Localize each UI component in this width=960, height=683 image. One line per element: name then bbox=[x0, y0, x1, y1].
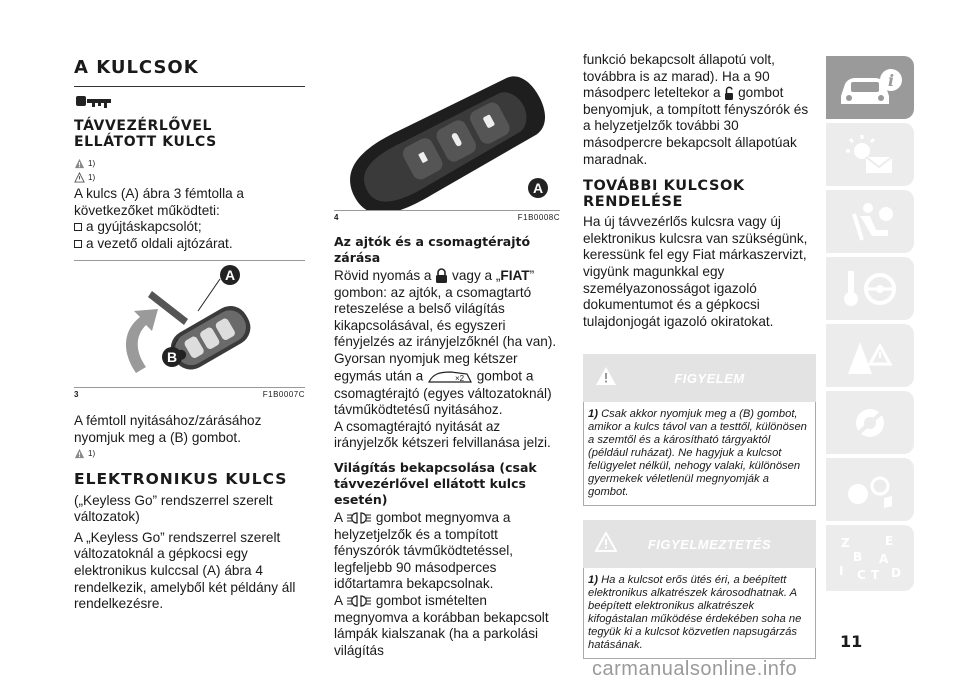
svg-text:T: T bbox=[871, 568, 880, 582]
trunk-double-press-icon bbox=[427, 368, 473, 386]
trunk-text: Gyorsan nyomjuk meg kétszer egymás után a ×2 gombot a csomagtérajtó (egyes változatoknál) távműködtetésű nyitásához. bbox=[334, 350, 552, 418]
note-ref-row-2 bbox=[74, 170, 305, 184]
figure-code: F1B0007C bbox=[262, 390, 305, 400]
caution-header bbox=[583, 520, 816, 568]
warning-triangle-icon bbox=[74, 158, 85, 169]
headlight-icon bbox=[346, 511, 372, 525]
tab-warning-lights[interactable] bbox=[826, 123, 914, 186]
car-info-icon bbox=[835, 66, 905, 110]
keyless-text: A „Keyless Go” rendszerrel szerelt változatoknál a gépkocsi egy elektronikus kulccsal (A) ábra 4 rendelkezik, amelyből két példány áll rendelkezésre. bbox=[74, 529, 296, 612]
figure-bottom-rule bbox=[334, 210, 560, 211]
figure-number: 3 bbox=[74, 390, 79, 400]
keyless-subtitle: („Keyless Go” rendszerrel szerelt változatok) bbox=[74, 492, 273, 525]
caution-body bbox=[583, 568, 816, 659]
svg-text:A: A bbox=[879, 552, 889, 566]
tab-starting-driving[interactable] bbox=[826, 257, 914, 320]
caution-triangle-icon bbox=[595, 532, 617, 552]
flip-key-illustration bbox=[74, 261, 305, 387]
intro-text: A kulcs (A) ábra 3 fémtolla a következőket működteti: bbox=[74, 186, 244, 218]
electronic-key-illustration bbox=[334, 52, 560, 210]
bullet-item: a gyújtáskapcsolót; bbox=[74, 219, 305, 236]
headlight-icon bbox=[346, 594, 372, 608]
svg-text:A: A bbox=[532, 180, 544, 196]
figure-number: 4 bbox=[334, 213, 339, 222]
tab-safety[interactable] bbox=[826, 190, 914, 253]
section-title-order-keys: TOVÁBBI KULCSOK RENDELÉSE bbox=[583, 178, 745, 211]
caution-text: Ha a kulcsot erős ütés éri, a beépített elektronikus alkatrészek károsodhatnak. A beépített elektronikus alkatrészek kifogástalan működése érdekében soha ne tegyük ki a kulcsot közvetlen napsugárzás hatásának. bbox=[588, 574, 802, 652]
lights-off-text: A gombot ismételten megnyomva a korábban bekapcsolt lámpák kialszanak (ha a parkolási világítás bbox=[334, 592, 549, 658]
svg-text:i: i bbox=[887, 70, 895, 90]
column-1 bbox=[74, 52, 305, 613]
unlock-icon bbox=[724, 86, 734, 101]
tab-maintenance[interactable] bbox=[826, 391, 914, 454]
tab-index[interactable] bbox=[826, 525, 914, 591]
blade-text: A fémtoll nyitásához/zárásához nyomjuk meg a (B) gombot. bbox=[74, 413, 262, 445]
lock-text: Rövid nyomás a vagy a „FIAT” gombon: az ajtók, a csomagtartó reteszelése a belső világítás kikapcsolásával, és egyszeri fényjelzés az irányjelzőknél (ha van). bbox=[334, 268, 557, 350]
caution-title: FIGYELMEZTETÉS bbox=[647, 536, 772, 552]
warning-header bbox=[583, 354, 816, 402]
warning-lights-icon bbox=[840, 133, 900, 177]
tab-car-info[interactable] bbox=[826, 56, 914, 119]
warning-number: 1) bbox=[588, 408, 598, 421]
chapter-sidebar bbox=[826, 56, 914, 595]
key-steering-icon bbox=[840, 267, 900, 311]
page-number: 11 bbox=[840, 632, 863, 651]
svg-text:I: I bbox=[839, 564, 844, 578]
svg-text:D: D bbox=[891, 566, 901, 580]
note-ref-row-3 bbox=[74, 447, 305, 461]
subsection-title-lock: Az ajtók és a csomagtérajtó zárása bbox=[334, 234, 531, 265]
figure-4 bbox=[334, 52, 560, 210]
caution-number: 1) bbox=[588, 574, 598, 587]
svg-text:×2: ×2 bbox=[454, 373, 465, 383]
warning-triangle-icon bbox=[74, 448, 85, 459]
svg-text:B: B bbox=[166, 349, 178, 366]
section-title-remote-key: TÁVVEZÉRLŐVEL ELLÁTOTT KULCS bbox=[74, 118, 217, 150]
figure-3-caption bbox=[74, 390, 305, 399]
column-3 bbox=[583, 52, 816, 659]
caution-triangle-icon bbox=[74, 172, 85, 183]
note-ref-row bbox=[74, 156, 305, 170]
multimedia-icon bbox=[840, 468, 900, 512]
svg-text:A: A bbox=[224, 267, 236, 284]
order-keys-text: Ha új távvezérlős kulcsra vagy új elektronikus kulcsra van szükségünk, keressünk fel egy Fiat márkaszervizt, vigyünk magunkkal egy személyazonosságot igazoló dokumentumot és a gépkocsi tulajdonjogát igazoló okiratokat. bbox=[583, 214, 808, 329]
caution-box bbox=[583, 520, 816, 659]
warning-title: FIGYELEM bbox=[674, 370, 745, 386]
figure-4-caption bbox=[334, 213, 560, 222]
tab-multimedia[interactable] bbox=[826, 458, 914, 521]
airbag-seat-icon bbox=[840, 200, 900, 244]
checkbox-bullet bbox=[74, 240, 82, 248]
road-warning-icon bbox=[840, 334, 900, 378]
fiat-label: FIAT bbox=[500, 268, 530, 283]
maintenance-tools-icon bbox=[840, 401, 900, 445]
subsection-title-lights: Világítás bekapcsolása (csak távvezérlővel ellátott kulcs esetén) bbox=[334, 459, 537, 507]
warning-text: Csak akkor nyomjuk meg a (B) gombot, amikor a kulcs távol van a testtől, különösen a szemtől és a károsítható tárgyaktól (például ruházat). Ne hagyjuk a kulcsot felügyelet nélkül, nehogy valaki, különösen gyermekek véletlenül megnyomják a gombot. bbox=[588, 408, 807, 499]
note-ref: 1) bbox=[88, 449, 96, 459]
figure-code: F1B0008C bbox=[517, 213, 560, 222]
warning-body bbox=[583, 402, 816, 506]
index-letters-icon bbox=[835, 533, 905, 583]
lock-icon bbox=[435, 268, 448, 284]
svg-text:B: B bbox=[853, 550, 863, 564]
figure-3 bbox=[74, 261, 305, 387]
svg-text:C: C bbox=[857, 568, 866, 582]
lights-continued-text: funkció bekapcsolt állapotú volt, továbbra is az marad). Ha a 90 másodperc leteltekor a gombot benyomjuk, a tompított fényszórók és a helyzetjelzők további 30 másodpercre bekapcsolt állapotúak maradnak. bbox=[583, 52, 809, 167]
column-2 bbox=[334, 52, 560, 659]
svg-text:Z: Z bbox=[841, 536, 850, 550]
note-ref: 1) bbox=[88, 158, 96, 168]
title-rule bbox=[74, 86, 305, 87]
lights-on-text: A gombot megnyomva a helyzetjelzők és a tompított fényszórók távműködtetéssel, legfeljebb 90 másodperces időtartamra bekapcsolnak. bbox=[334, 509, 514, 592]
checkbox-bullet bbox=[74, 223, 82, 231]
page-title: A KULCSOK bbox=[74, 57, 199, 78]
trunk-signal-text: A csomagtérajtó nyitását az irányjelzők kétszeri felvillanása jelzi. bbox=[334, 418, 551, 451]
tab-emergency[interactable] bbox=[826, 324, 914, 387]
warning-triangle-icon bbox=[595, 366, 617, 386]
svg-text:E: E bbox=[885, 534, 894, 548]
bullet-item: a vezető oldali ajtózárat. bbox=[74, 236, 305, 253]
watermark: carmanualsonline.info bbox=[592, 658, 798, 680]
keyfob-icon bbox=[74, 93, 114, 109]
warning-box bbox=[583, 354, 816, 506]
section-title-electronic-key: ELEKTRONIKUS KULCS bbox=[74, 469, 288, 488]
note-ref: 1) bbox=[88, 172, 96, 182]
figure-bottom-rule bbox=[74, 387, 305, 388]
